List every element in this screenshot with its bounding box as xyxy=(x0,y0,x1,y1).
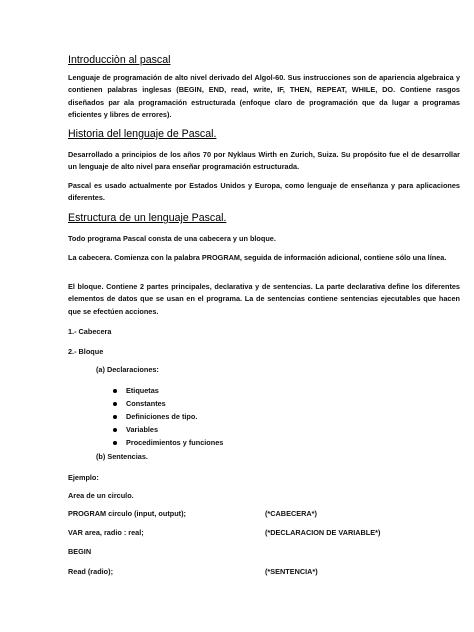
list-item-label: Constantes xyxy=(126,399,166,408)
structure-paragraph-2: La cabecera. Comienza con la palabra PROGRAM, seguida de información adicional, contiene sólo una línea. xyxy=(68,253,447,262)
bullet-icon xyxy=(113,389,117,393)
code-line: Read (radio); xyxy=(68,567,113,576)
bullet-icon xyxy=(113,428,117,432)
intro-paragraph: Lenguaje de programación de alto nivel derivado del Algol-60. Sus instrucciones son de apariencia algebraica y contienen palabras inglesas (BEGIN, END, read, write, IF, THEN, REPEAT, WHILE, DO. Contiene rasgos diseñados par ala programación estructurada (enfoque claro de programación que da lugar a programas eficientes y libres de errores). xyxy=(68,73,460,120)
structure-paragraph-3: El bloque. Contiene 2 partes principales, declarativa y de sentencias. La parte declarativa define los diferentes elementos de datos que se usan en el programa. La de sentencias contiene sentencias ejecutables que hacen que se efectúen acciones. xyxy=(68,282,460,316)
list-item-label: Variables xyxy=(126,425,159,434)
history-heading: Historia del lenguaje de Pascal. xyxy=(68,128,217,140)
history-paragraph-1: Desarrollado a principios de los años 70 por Nyklaus Wirth en Zurich, Suiza. Su propósito fue el de desarrollar un lenguaje de alto nivel para enseñar programación estructurada. xyxy=(68,150,460,172)
code-comment: (*DECLARACION DE VARIABLE*) xyxy=(265,528,381,537)
structure-heading: Estructura de un lenguaje Pascal. xyxy=(68,212,227,224)
intro-heading: Introducciòn al pascal xyxy=(68,54,171,66)
structure-paragraph-1: Todo programa Pascal consta de una cabecera y un bloque. xyxy=(68,234,276,243)
code-comment: (*CABECERA*) xyxy=(265,509,317,518)
example-caption: Area de un circulo. xyxy=(68,491,134,500)
bullet-icon xyxy=(113,441,117,445)
list-item-label: Procedimientos y funciones xyxy=(126,438,224,447)
list-item-label: Etiquetas xyxy=(126,386,159,395)
example-label: Ejemplo: xyxy=(68,473,99,482)
list-item xyxy=(113,423,223,436)
list-item xyxy=(113,410,223,423)
bullet-icon xyxy=(113,402,117,406)
code-comment: (*SENTENCIA*) xyxy=(265,567,318,576)
list-item xyxy=(113,397,223,410)
code-line: VAR area, radio : real; xyxy=(68,528,144,537)
list-item-bloque: 2.- Bloque xyxy=(68,347,104,356)
sublist-declaraciones: (a) Declaraciones: xyxy=(96,365,159,374)
list-item-label: Definiciones de tipo. xyxy=(126,412,198,421)
list-item xyxy=(113,436,223,449)
code-line: PROGRAM circulo (input, output); xyxy=(68,509,186,518)
history-paragraph-2: Pascal es usado actualmente por Estados Unidos y Europa, como lenguaje de enseñanza y para aplicaciones diferentes. xyxy=(68,181,460,203)
list-item-cabecera: 1.- Cabecera xyxy=(68,327,112,336)
code-line: BEGIN xyxy=(68,547,92,556)
declarations-list xyxy=(113,384,223,449)
sublist-sentencias: (b) Sentencias. xyxy=(96,452,148,461)
list-item xyxy=(113,384,223,397)
bullet-icon xyxy=(113,415,117,419)
